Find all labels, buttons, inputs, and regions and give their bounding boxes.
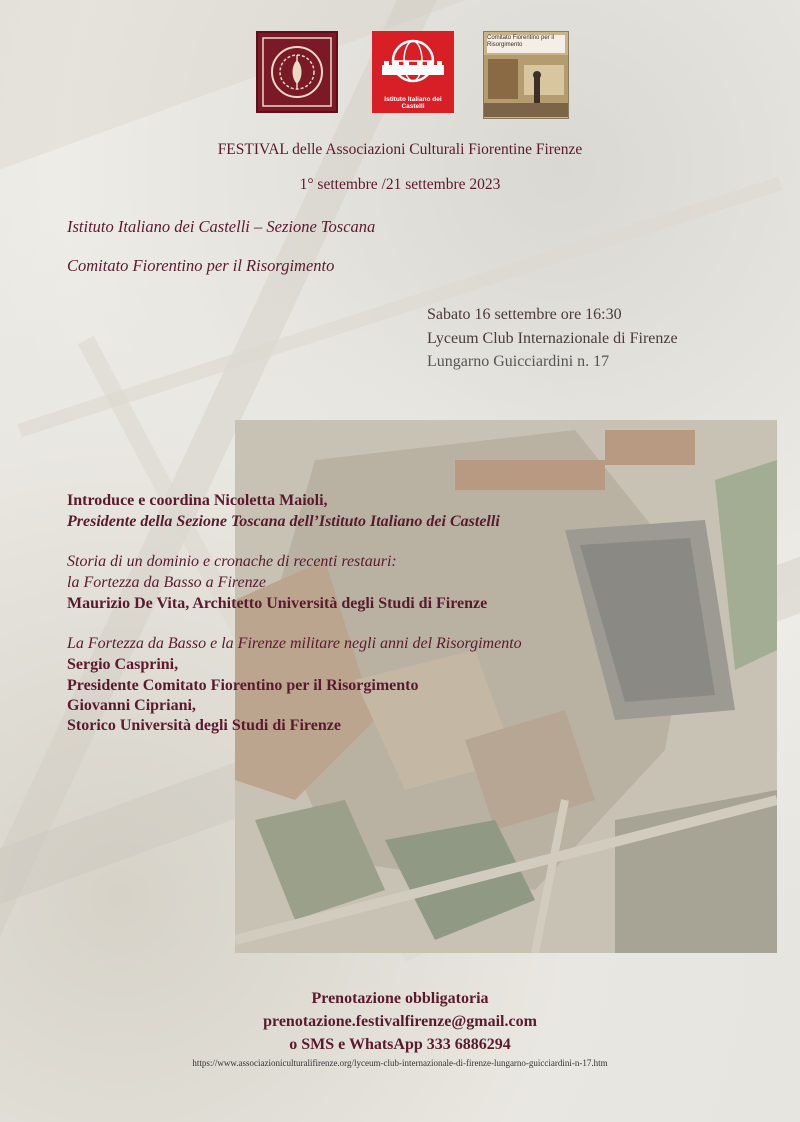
booking-phone: o SMS e WhatsApp 333 6886294 bbox=[289, 1036, 511, 1053]
talk2-speaker1-role: Presidente Comitato Fiorentino per il Risorgimento bbox=[67, 677, 419, 694]
comitato-logo-label: Comitato Fiorentino per il Risorgimento bbox=[487, 35, 565, 53]
society-emblem-logo bbox=[256, 31, 338, 113]
event-url-link[interactable]: https://www.associazioniculturalifirenze.org/lyceum-club-internazionale-di-firenze-lungarno-guicciardini-n-17.htm bbox=[192, 1058, 608, 1068]
talk1-title-line2: la Fortezza da Basso a Firenze bbox=[67, 574, 266, 591]
talk2-speaker1: Sergio Casprini, bbox=[67, 656, 179, 673]
event-venue: Lyceum Club Internazionale di Firenze bbox=[427, 330, 678, 347]
talk2-title: La Fortezza da Basso e la Firenze militare negli anni del Risorgimento bbox=[67, 635, 522, 652]
intro-moderator-role: Presidente della Sezione Toscana dell’Istituto Italiano dei Castelli bbox=[67, 513, 500, 530]
castle-globe-icon bbox=[372, 31, 454, 101]
booking-email[interactable]: prenotazione.festivalfirenze@gmail.com bbox=[263, 1013, 537, 1030]
emblem-graphic bbox=[258, 33, 336, 111]
istituto-logo-label: Istituto Italiano dei Castelli bbox=[384, 96, 442, 110]
talk2-speaker2: Giovanni Cipriani, bbox=[67, 697, 196, 714]
festival-title: FESTIVAL delle Associazioni Culturali Fiorentine Firenze bbox=[217, 141, 583, 158]
festival-dates: 1° settembre /21 settembre 2023 bbox=[299, 176, 501, 193]
booking-title: Prenotazione obbligatoria bbox=[311, 990, 489, 1007]
event-datetime: Sabato 16 settembre ore 16:30 bbox=[427, 306, 622, 323]
comitato-risorgimento-logo bbox=[483, 31, 569, 119]
istituto-castelli-logo bbox=[372, 31, 454, 113]
organizer-comitato: Comitato Fiorentino per il Risorgimento bbox=[67, 256, 335, 275]
organizer-istituto: Istituto Italiano dei Castelli – Sezione Toscana bbox=[67, 217, 376, 236]
intro-moderator: Introduce e coordina Nicoletta Maioli, bbox=[67, 492, 328, 509]
talk2-speaker2-role: Storico Università degli Studi di Firenze bbox=[67, 717, 341, 734]
talk1-speaker: Maurizio De Vita, Architetto Università degli Studi di Firenze bbox=[67, 595, 488, 612]
talk1-title-line1: Storia di un dominio e cronache di recenti restauri: bbox=[67, 553, 397, 570]
event-address: Lungarno Guicciardini n. 17 bbox=[427, 353, 610, 370]
piazza-photo-icon bbox=[484, 55, 568, 117]
